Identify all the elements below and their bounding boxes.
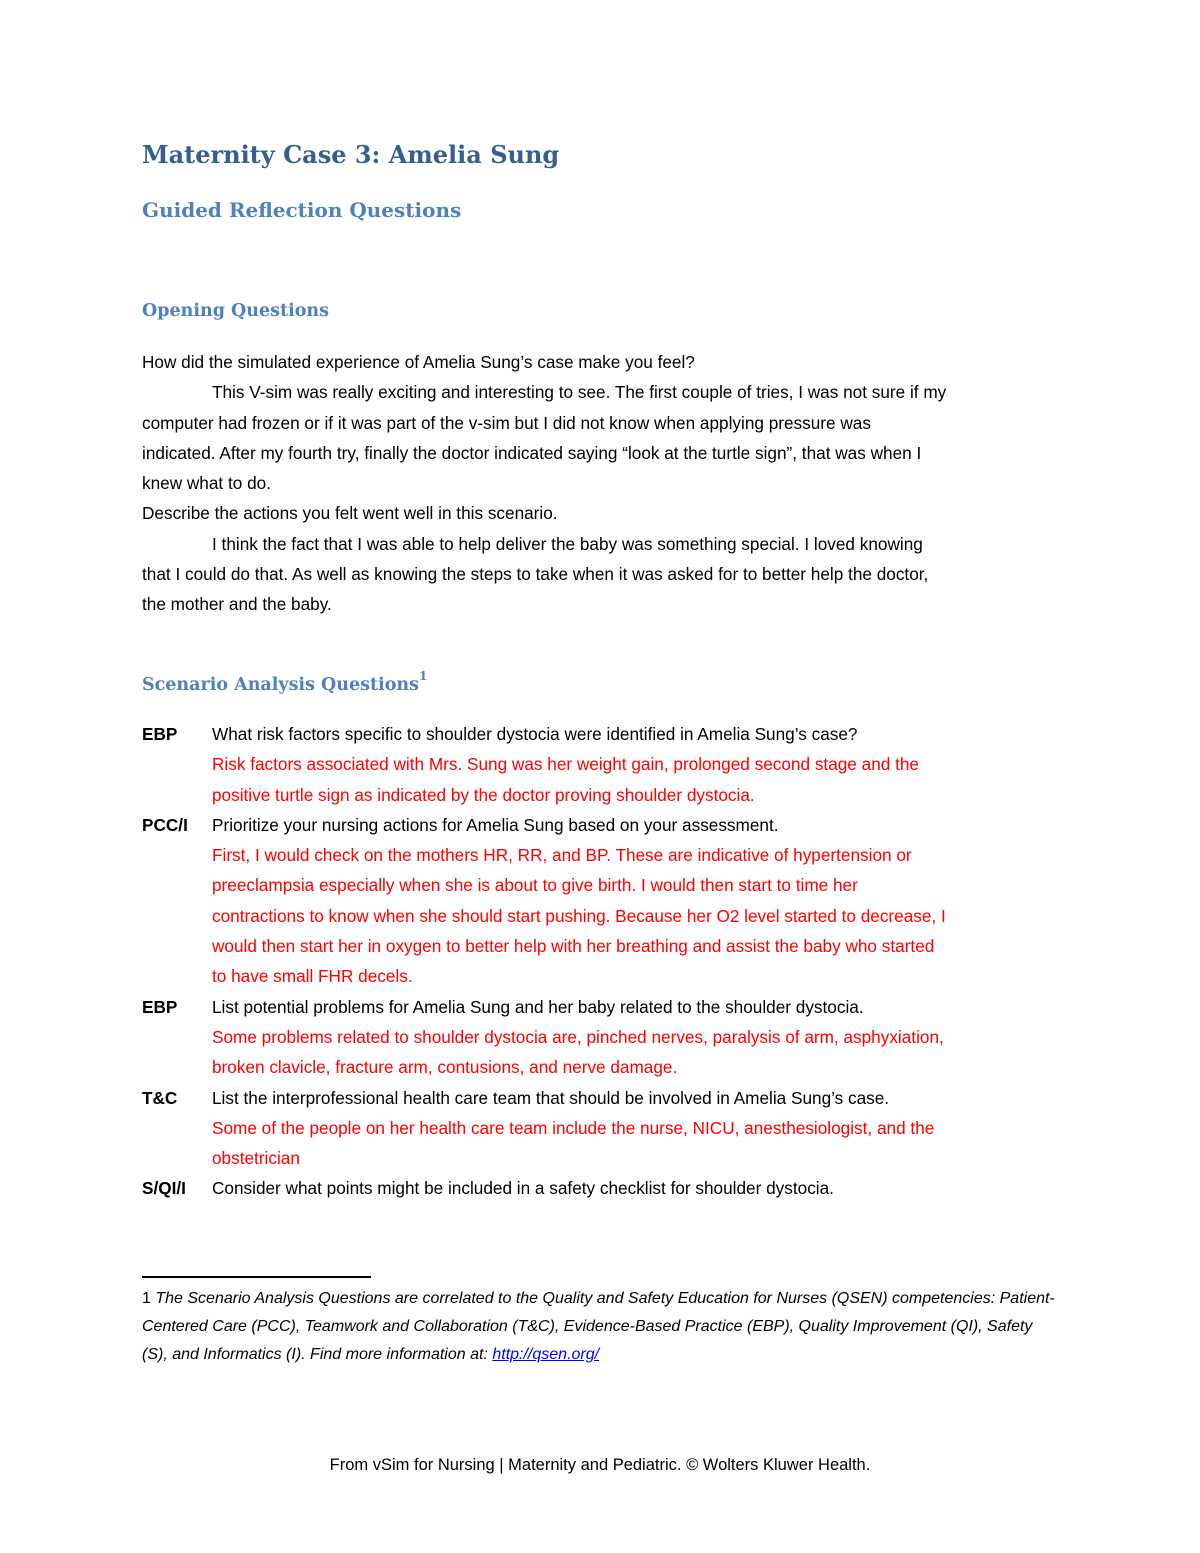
qsen-tag: S/QI/I bbox=[142, 1178, 186, 1199]
opening-questions-section bbox=[142, 347, 1062, 620]
analysis-question: Consider what points might be included in a safety checklist for shoulder dystocia. bbox=[212, 1178, 834, 1199]
document-title: Maternity Case 3: Amelia Sung bbox=[142, 140, 560, 169]
analysis-question-row bbox=[142, 992, 1062, 1022]
analysis-answer-line: preeclampsia especially when she is about to give birth. I would then start to time her bbox=[212, 875, 858, 896]
analysis-answer-line: Risk factors associated with Mrs. Sung was her weight gain, prolonged second stage and the bbox=[212, 754, 919, 775]
opening-questions-heading: Opening Questions bbox=[142, 301, 329, 321]
document-subtitle: Guided Reflection Questions bbox=[142, 198, 462, 222]
footnote-text: The Scenario Analysis Questions are correlated to the Quality and Safety Education for Nurses (QSEN) competencies: Patient-Centered Care (PCC), Teamwork and Collaboration (T&C), Evidence-Based Practice (EBP), Quality Improvement (QI), Safety (S), and Informatics (I). Find more information at: bbox=[142, 1290, 1055, 1363]
opening-question-2: Describe the actions you felt went well in this scenario. bbox=[142, 503, 558, 524]
analysis-question-row bbox=[142, 1083, 1062, 1113]
qsen-tag: EBP bbox=[142, 996, 178, 1017]
analysis-question: List potential problems for Amelia Sung and her baby related to the shoulder dystocia. bbox=[212, 996, 864, 1017]
opening-answer-1-line: indicated. After my fourth try, finally the doctor indicated saying “look at the turtle sign”, that was when I bbox=[142, 442, 922, 463]
analysis-answer-line: broken clavicle, fracture arm, contusions, and nerve damage. bbox=[212, 1057, 678, 1078]
opening-answer-2-line: the mother and the baby. bbox=[142, 594, 332, 615]
page-footer: From vSim for Nursing | Maternity and Pediatric. © Wolters Kluwer Health. bbox=[329, 1456, 871, 1474]
analysis-answer-line: obstetrician bbox=[212, 1148, 300, 1169]
analysis-answer-line: Some of the people on her health care team include the nurse, NICU, anesthesiologist, and the bbox=[212, 1117, 935, 1138]
footnote-separator bbox=[142, 1276, 371, 1278]
opening-answer-1-line: computer had frozen or if it was part of the v-sim but I did not know when applying pressure was bbox=[142, 412, 871, 433]
analysis-answer-line: Some problems related to shoulder dystocia are, pinched nerves, paralysis of arm, asphyxiation, bbox=[212, 1026, 944, 1047]
analysis-question-row bbox=[142, 1173, 1062, 1203]
analysis-question: What risk factors specific to shoulder dystocia were identified in Amelia Sung’s case? bbox=[212, 724, 858, 744]
footnote-number: 1 bbox=[142, 1290, 151, 1307]
scenario-analysis-heading bbox=[142, 669, 428, 695]
analysis-question-row bbox=[142, 719, 1062, 749]
analysis-question-row bbox=[142, 810, 1062, 840]
scenario-analysis-heading-text: Scenario Analysis Questions bbox=[142, 674, 419, 695]
analysis-question: List the interprofessional health care team that should be involved in Amelia Sung’s case. bbox=[212, 1087, 890, 1108]
footnote bbox=[142, 1285, 1062, 1369]
analysis-answer-line: positive turtle sign as indicated by the doctor proving shoulder dystocia. bbox=[212, 784, 755, 805]
analysis-question: Prioritize your nursing actions for Amelia Sung based on your assessment. bbox=[212, 814, 779, 835]
analysis-answer-line: First, I would check on the mothers HR, RR, and BP. These are indicative of hypertension or bbox=[212, 845, 912, 866]
opening-answer-1-line: knew what to do. bbox=[142, 473, 271, 494]
opening-question-1: How did the simulated experience of Amelia Sung’s case make you feel? bbox=[142, 352, 695, 372]
opening-answer-2-line: I think the fact that I was able to help deliver the baby was something special. I loved knowing bbox=[212, 533, 923, 554]
analysis-answer-line: contractions to know when she should start pushing. Because her O2 level started to decrease, I bbox=[212, 905, 946, 926]
scenario-analysis-section bbox=[142, 719, 1062, 1204]
opening-answer-1-line: This V-sim was really exciting and interesting to see. The first couple of tries, I was not sure if my bbox=[212, 382, 947, 403]
qsen-link[interactable]: http://qsen.org/ bbox=[492, 1346, 600, 1363]
analysis-answer-line: would then start her in oxygen to better help with her breathing and assist the baby who started bbox=[212, 936, 935, 957]
qsen-tag: PCC/I bbox=[142, 814, 188, 835]
qsen-tag: EBP bbox=[142, 724, 178, 744]
qsen-tag: T&C bbox=[142, 1087, 178, 1108]
footnote-ref: 1 bbox=[418, 669, 428, 683]
opening-answer-2-line: that I could do that. As well as knowing the steps to take when it was asked for to better help the doctor, bbox=[142, 564, 929, 585]
analysis-answer-line: to have small FHR decels. bbox=[212, 966, 413, 987]
